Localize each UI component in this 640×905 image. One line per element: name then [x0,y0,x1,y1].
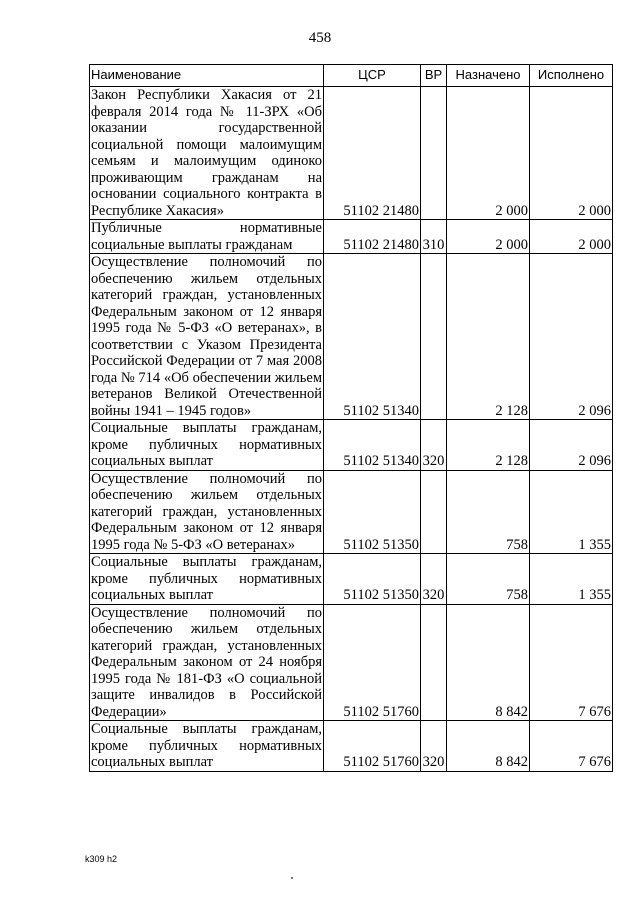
row-executed: 7 676 [530,604,613,721]
row-planned: 2 128 [447,420,530,471]
table-row [90,721,613,772]
row-csr: 51102 51350 [324,554,421,605]
row-vr: 320 [421,554,447,605]
row-csr: 51102 21480 [324,220,421,254]
row-planned: 758 [447,470,530,554]
row-planned: 758 [447,554,530,605]
row-vr [421,87,447,220]
row-csr: 51102 51340 [324,254,421,420]
row-vr: 320 [421,721,447,772]
row-name: Осуществление полномочий по обеспечению жильем отдельных категорий граждан, установленных Федеральным законом от 12 января 1995 года № 5-ФЗ «О ветеранах» [91,470,322,553]
footer-code: k309 h2 [85,854,118,864]
row-executed: 7 676 [530,721,613,772]
row-executed: 2 000 [530,87,613,220]
row-name: Осуществление полномочий по обеспечению жильем отдельных категорий граждан, установленных Федеральным законом от 24 ноября 1995 года № 181-ФЗ «О социальной защите инвалидов в Российской Федерации» [91,604,322,720]
table-row [90,87,613,220]
table-header-row [90,65,613,87]
row-planned: 8 842 [447,604,530,721]
row-csr: 51102 51340 [324,420,421,471]
row-executed: 1 355 [530,554,613,605]
row-executed: 2 096 [530,420,613,471]
row-vr [421,254,447,420]
row-planned: 2 000 [447,220,530,254]
row-executed: 2 000 [530,220,613,254]
row-vr [421,604,447,721]
table-row [90,420,613,471]
header-executed: Исполнено [530,65,613,87]
row-csr: 51102 51350 [324,470,421,554]
row-name: Социальные выплаты гражданам, кроме публичных нормативных социальных выплат [91,721,322,770]
row-vr: 310 [421,220,447,254]
table-row [90,604,613,721]
header-planned: Назначено [447,65,530,87]
row-vr [421,470,447,554]
row-csr: 51102 51760 [324,604,421,721]
row-name: Социальные выплаты гражданам, кроме публичных нормативных социальных выплат [91,420,322,469]
row-csr: 51102 51760 [324,721,421,772]
table-row [90,220,613,254]
row-name: Публичные нормативные социальные выплаты гражданам [91,220,322,253]
row-planned: 8 842 [447,721,530,772]
table-row [90,470,613,554]
budget-table [89,64,613,772]
table-row [90,554,613,605]
row-csr: 51102 21480 [324,87,421,220]
row-name: Социальные выплаты гражданам, кроме публичных нормативных социальных выплат [91,554,322,603]
scan-speck [291,877,293,879]
page-number: 458 [308,30,332,46]
header-vr: ВР [421,65,447,87]
header-name: Наименование [90,65,324,87]
row-name: Закон Республики Хакасия от 21 февраля 2014 года № 11-ЗРХ «Об оказании государственной социальной помощи малоимущим семьям и малоимущим одиноко проживающим гражданам на основании социального контракта в Республике Хакасия» [91,87,322,219]
row-executed: 2 096 [530,254,613,420]
row-planned: 2 000 [447,87,530,220]
table-row [90,254,613,420]
row-vr: 320 [421,420,447,471]
row-executed: 1 355 [530,470,613,554]
row-name: Осуществление полномочий по обеспечению жильем отдельных категорий граждан, установленных Федеральным законом от 12 января 1995 года № 5-ФЗ «О ветеранах», в соответствии с Указом Президента Российской Федерации от 7 мая 2008 года № 714 «Об обеспечении жильем ветеранов Великой Отечественной войны 1941 – 1945 годов» [91,254,322,419]
row-planned: 2 128 [447,254,530,420]
header-csr: ЦСР [324,65,421,87]
